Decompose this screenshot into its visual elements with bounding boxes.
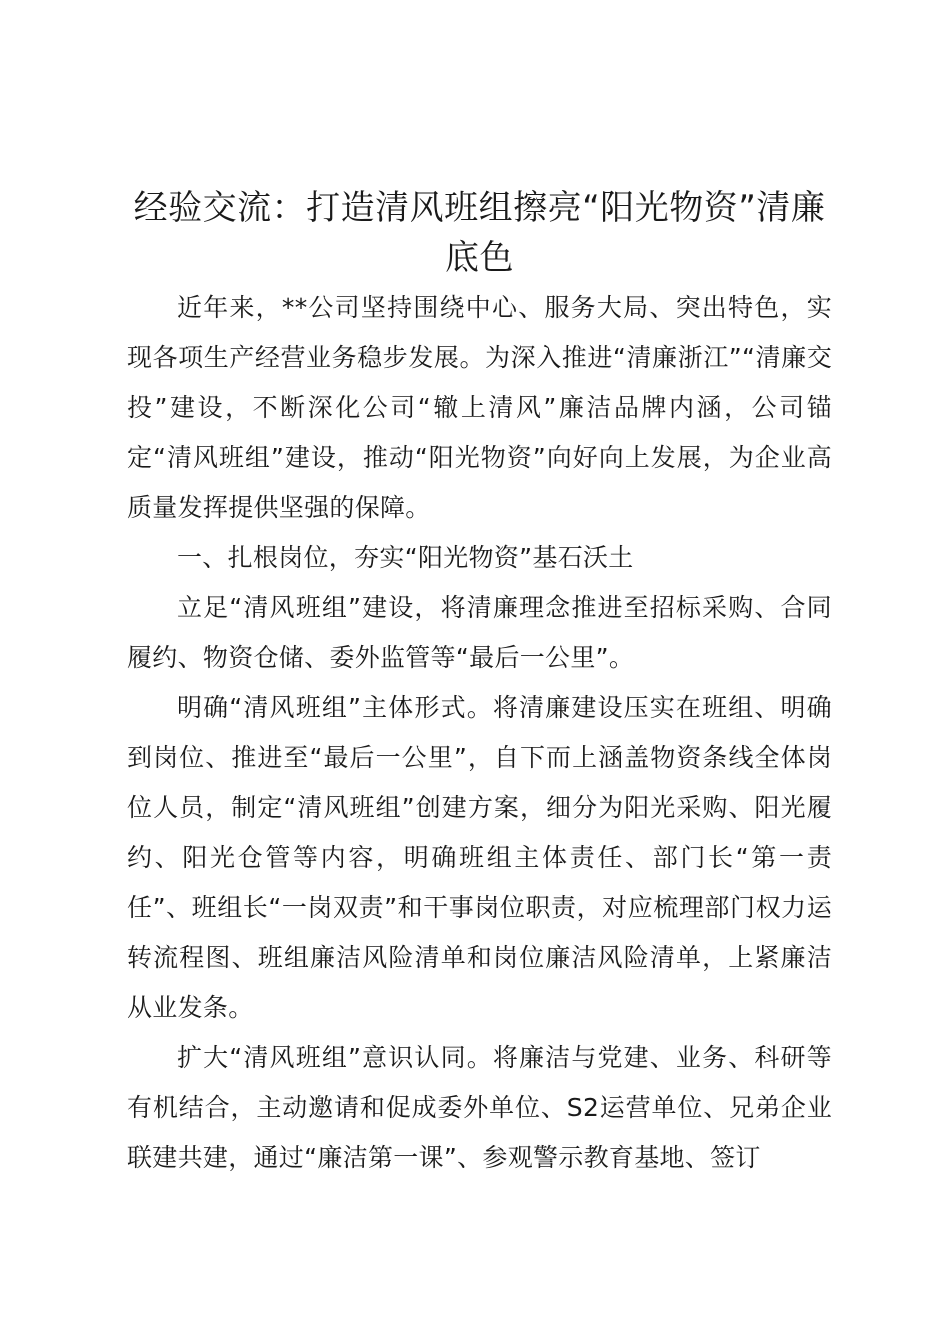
document-page (127, 183, 832, 1183)
paragraph-intro: 近年来，**公司坚持围绕中心、服务大局、突出特色，实现各项生产经营业务稳步发展。为深入推进“清廉浙江”“清廉交投”建设，不断深化公司“辙上清风”廉洁品牌内涵，公司锚定“清风班组”建设，推动“阳光物资”向好向上发展，为企业高质量发挥提供坚强的保障。 (127, 293, 832, 522)
paragraph-expand-recognition: 扩大“清风班组”意识认同。将廉洁与党建、业务、科研等有机结合，主动邀请和促成委外单位、S2运营单位、兄弟企业联建共建，通过“廉洁第一课”、参观警示教育基地、签订 (127, 1043, 832, 1172)
section-heading-1: 一、扎根岗位，夯实“阳光物资”基石沃土 (177, 543, 634, 572)
paragraph-clarify-form: 明确“清风班组”主体形式。将清廉建设压实在班组、明确到岗位、推进至“最后一公里”，自下而上涵盖物资条线全体岗位人员，制定“清风班组”创建方案，细分为阳光采购、阳光履约、阳光仓管等内容，明确班组主体责任、部门长“第一责任”、班组长“一岗双责”和干事岗位职责，对应梳理部门权力运转流程图、班组廉洁风险清单和岗位廉洁风险清单，上紧廉洁从业发条。 (127, 693, 832, 1022)
paragraph-section-1-intro: 立足“清风班组”建设，将清廉理念推进至招标采购、合同履约、物资仓储、委外监管等“最后一公里”。 (127, 593, 832, 672)
document-title: 经验交流：打造清风班组擦亮“阳光物资”清廉底色 (133, 188, 826, 278)
